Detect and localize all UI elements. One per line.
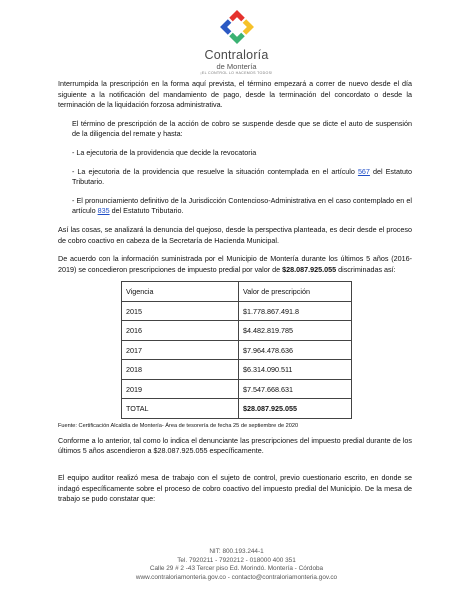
table-cell-value: $7.547.668.631 — [239, 379, 352, 399]
org-tagline: ¡EL CONTROL LO HACEMOS TODOS! — [200, 71, 273, 75]
paragraph-conclusion: Conforme a lo anterior, tal como lo indica el denunciante las prescripciones del impuesto predial durante de los últimos 5 años ascendieron a $28.087.925.055 específicamente. — [58, 435, 412, 456]
list-item-article-567: - La ejecutoria de la providencia que resuelve la situación contemplada en el artículo 567 del Estatuto Tributario. — [72, 166, 412, 187]
header-logo — [0, 6, 473, 76]
document-body — [58, 79, 412, 505]
table-header-cell: Vigencia — [122, 282, 239, 302]
table-row — [122, 301, 352, 321]
table-row — [122, 360, 352, 380]
table-cell-value: $4.482.819.785 — [239, 321, 352, 341]
paragraph-audit-team: El equipo auditor realizó mesa de trabajo con el sujeto de control, previo cuestionario escrito, en donde se indagó específicamente sobre el proceso de cobro coactivo del impuesto predial del Municipio. De la mesa de trabajo se pudo constatar que: — [58, 473, 412, 504]
table-total-value: $28.087.925.055 — [239, 399, 352, 419]
paragraph-prescriptions: De acuerdo con la información suministrada por el Municipio de Montería durante los últimos 5 años (2016-2019) se concedieron prescripciones de impuesto predial por valor de $28.087.925.055 discriminadas así: — [58, 254, 412, 274]
link-article-567[interactable]: 567 — [357, 166, 370, 176]
org-name: Contraloría — [204, 48, 269, 62]
table-cell-value: $6.314.090.511 — [239, 360, 352, 380]
paragraph-interruption: Interrumpida la prescripción en la forma aquí prevista, el término empezará a correr de nuevo desde el día siguiente a la notificación del mandamiento de pago, desde la terminación del concordato o desde la terminación de la liquidación forzosa administrativa. — [58, 79, 412, 110]
paragraph-suspension: El término de prescripción de la acción de cobro se suspende desde que se dicte el auto de suspensión de la diligencia del remate y hasta: — [72, 118, 412, 139]
table-cell-value: $7.964.478.636 — [239, 340, 352, 360]
table-header-row — [122, 282, 352, 302]
prescriptions-table — [121, 281, 352, 419]
table-cell-year: 2016 — [122, 321, 239, 341]
footer-address: Calle 29 # 2 -43 Tercer piso Ed. Morindó. Montería - Córdoba — [149, 565, 324, 572]
table-cell-year: 2015 — [122, 301, 239, 321]
table-cell-year: 2017 — [122, 340, 239, 360]
contraloria-logo-icon — [216, 6, 258, 48]
footer-nit: NIT: 800.193.244-1 — [209, 548, 264, 555]
table-row — [122, 340, 352, 360]
table-row — [122, 321, 352, 341]
list-item-article-835: - El pronunciamiento definitivo de la Jurisdicción Contencioso-Administrativa en el caso contemplado en el artículo 835 del Estatuto Tributario. — [72, 195, 412, 216]
table-cell-value: $1.778.867.491.8 — [239, 301, 352, 321]
table-cell-year: 2018 — [122, 360, 239, 380]
page-footer — [0, 548, 473, 582]
link-article-835[interactable]: 835 — [97, 206, 110, 216]
footer-phone: Tel. 7920211 - 7920212 - 018000 400 351 — [177, 556, 296, 564]
table-total-row — [122, 399, 352, 419]
list-item-revocatoria: - La ejecutoria de la providencia que decide la revocatoria — [72, 147, 257, 157]
paragraph-analysis: Así las cosas, se analizará la denuncia del quejoso, desde la perspectiva planteada, es decir desde el proceso de cobro coactivo en cabeza de la Secretaría de Hacienda Municipal. — [58, 224, 412, 245]
table-source-note: Fuente: Certificación Alcaldía de Montería- Área de tesorería de fecha 25 de septiembre de 2020 — [58, 422, 299, 429]
org-subtitle: de Montería — [216, 62, 257, 71]
footer-web-email: www.contraloriamonteria.gov.co - contacto@contraloriamonteria.gov.co — [135, 573, 338, 581]
table-total-label: TOTAL — [122, 399, 239, 419]
table-row — [122, 379, 352, 399]
table-header-cell: Valor de prescripción — [239, 282, 352, 302]
table-cell-year: 2019 — [122, 379, 239, 399]
